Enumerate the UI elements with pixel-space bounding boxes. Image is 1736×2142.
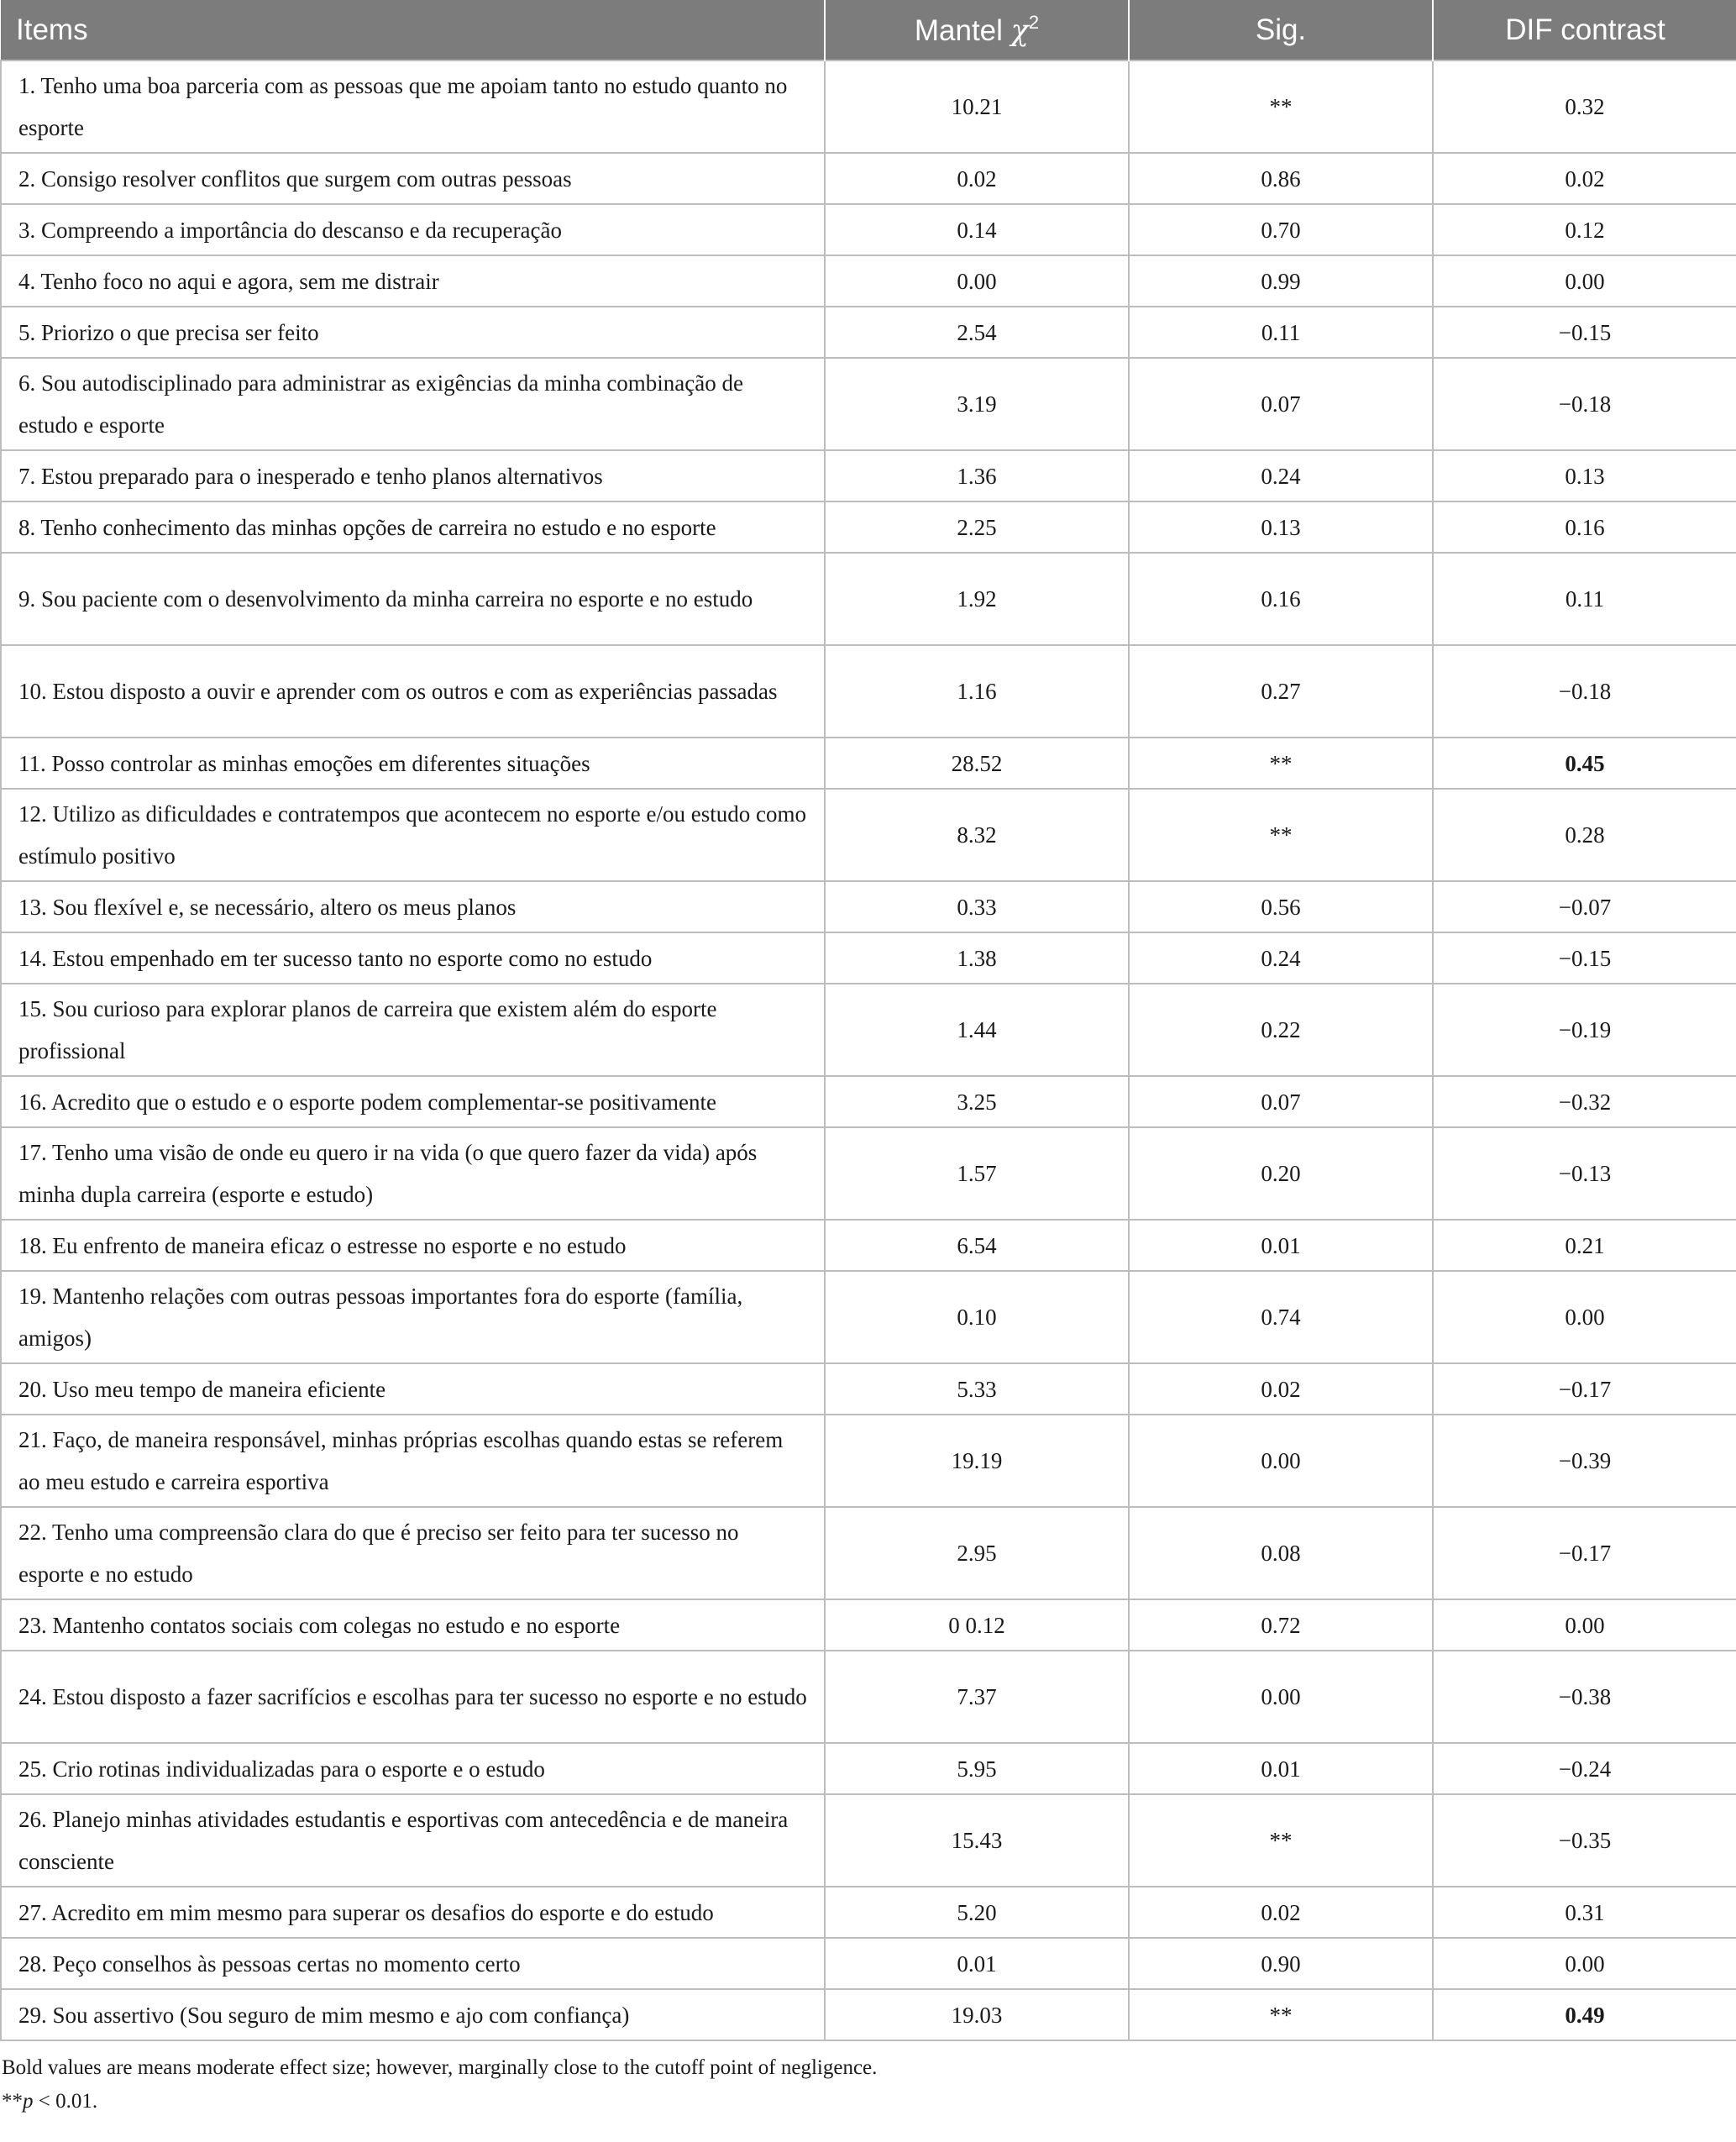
table-row bbox=[1, 1220, 1736, 1271]
dif-contrast-value: −0.18 bbox=[1433, 358, 1736, 450]
table-row bbox=[1, 1127, 1736, 1220]
dif-contrast-value: −0.39 bbox=[1433, 1415, 1736, 1507]
header-row bbox=[1, 0, 1736, 60]
item-text: 27. Acredito em mim mesmo para superar os desafios do esporte e do estudo bbox=[1, 1887, 825, 1938]
table-row bbox=[1, 1271, 1736, 1363]
mantel-chi2-value: 15.43 bbox=[825, 1794, 1129, 1887]
mantel-chi2-value: 6.54 bbox=[825, 1220, 1129, 1271]
dif-contrast-value: 0.13 bbox=[1433, 450, 1736, 501]
table-row bbox=[1, 1507, 1736, 1599]
item-text: 26. Planejo minhas atividades estudantis e esportivas com antecedência e de maneira consciente bbox=[1, 1794, 825, 1887]
dif-contrast-value: 0.45 bbox=[1433, 738, 1736, 789]
dif-contrast-value: −0.32 bbox=[1433, 1076, 1736, 1127]
item-text: 10. Estou disposto a ouvir e aprender com os outros e com as experiências passadas bbox=[1, 645, 825, 738]
sig-value: 0.24 bbox=[1129, 932, 1433, 984]
item-text: 22. Tenho uma compreensão clara do que é preciso ser feito para ter sucesso no esporte e no estudo bbox=[1, 1507, 825, 1599]
dif-contrast-value: 0.00 bbox=[1433, 255, 1736, 307]
mantel-chi2-value: 2.54 bbox=[825, 307, 1129, 358]
mantel-chi2-value: 1.92 bbox=[825, 553, 1129, 645]
item-text: 17. Tenho uma visão de onde eu quero ir na vida (o que quero fazer da vida) após minha dupla carreira (esporte e estudo) bbox=[1, 1127, 825, 1220]
dif-contrast-value: 0.00 bbox=[1433, 1599, 1736, 1651]
mantel-chi2-value: 1.16 bbox=[825, 645, 1129, 738]
mantel-chi2-value: 1.44 bbox=[825, 984, 1129, 1076]
chi-superscript: 2 bbox=[1028, 12, 1040, 33]
dif-contrast-value: −0.18 bbox=[1433, 645, 1736, 738]
dif-contrast-value: −0.17 bbox=[1433, 1507, 1736, 1599]
sig-value: 0.02 bbox=[1129, 1363, 1433, 1415]
header-dif-contrast: DIF contrast bbox=[1433, 0, 1736, 60]
dif-contrast-value: 0.11 bbox=[1433, 553, 1736, 645]
sig-value: 0.16 bbox=[1129, 553, 1433, 645]
item-text: 4. Tenho foco no aqui e agora, sem me distrair bbox=[1, 255, 825, 307]
mantel-chi2-value: 2.25 bbox=[825, 501, 1129, 553]
mantel-chi2-value: 5.95 bbox=[825, 1743, 1129, 1794]
dif-contrast-value: 0.32 bbox=[1433, 60, 1736, 153]
table-row bbox=[1, 1938, 1736, 1989]
sig-value: 0.00 bbox=[1129, 1415, 1433, 1507]
dif-contrast-value: −0.38 bbox=[1433, 1651, 1736, 1743]
item-text: 13. Sou flexível e, se necessário, altero os meus planos bbox=[1, 881, 825, 932]
table-row bbox=[1, 60, 1736, 153]
mantel-chi2-value: 28.52 bbox=[825, 738, 1129, 789]
mantel-chi2-value: 7.37 bbox=[825, 1651, 1129, 1743]
sig-value: 0.22 bbox=[1129, 984, 1433, 1076]
mantel-chi2-value: 1.38 bbox=[825, 932, 1129, 984]
sig-value: 0.24 bbox=[1129, 450, 1433, 501]
item-text: 23. Mantenho contatos sociais com colegas no estudo e no esporte bbox=[1, 1599, 825, 1651]
table-row bbox=[1, 1599, 1736, 1651]
mantel-chi2-value: 0.01 bbox=[825, 1938, 1129, 1989]
header-sig: Sig. bbox=[1129, 0, 1433, 60]
item-text: 9. Sou paciente com o desenvolvimento da minha carreira no esporte e no estudo bbox=[1, 553, 825, 645]
dif-contrast-value: −0.19 bbox=[1433, 984, 1736, 1076]
sig-value: 0.90 bbox=[1129, 1938, 1433, 1989]
footnote-significance bbox=[2, 2085, 1736, 2118]
mantel-chi2-value: 10.21 bbox=[825, 60, 1129, 153]
dif-contrast-value: 0.16 bbox=[1433, 501, 1736, 553]
table-header bbox=[1, 0, 1736, 60]
sig-value: 0.20 bbox=[1129, 1127, 1433, 1220]
table-row bbox=[1, 450, 1736, 501]
sig-value: ** bbox=[1129, 1794, 1433, 1887]
dif-contrast-value: 0.00 bbox=[1433, 1938, 1736, 1989]
dif-contrast-value: −0.15 bbox=[1433, 932, 1736, 984]
sig-value: 0.72 bbox=[1129, 1599, 1433, 1651]
item-text: 12. Utilizo as dificuldades e contratempos que acontecem no esporte e/ou estudo como estímulo positivo bbox=[1, 789, 825, 881]
mantel-chi2-value: 0.00 bbox=[825, 255, 1129, 307]
mantel-chi2-value: 1.36 bbox=[825, 450, 1129, 501]
item-text: 18. Eu enfrento de maneira eficaz o estresse no esporte e no estudo bbox=[1, 1220, 825, 1271]
dif-contrast-value: −0.15 bbox=[1433, 307, 1736, 358]
dif-contrast-value: 0.00 bbox=[1433, 1271, 1736, 1363]
item-text: 1. Tenho uma boa parceria com as pessoas que me apoiam tanto no estudo quanto no esporte bbox=[1, 60, 825, 153]
mantel-chi2-value: 0.33 bbox=[825, 881, 1129, 932]
table-body bbox=[1, 60, 1736, 2040]
mantel-chi2-value: 3.25 bbox=[825, 1076, 1129, 1127]
item-text: 14. Estou empenhado em ter sucesso tanto no esporte como no estudo bbox=[1, 932, 825, 984]
table-row bbox=[1, 1989, 1736, 2040]
dif-contrast-value: −0.17 bbox=[1433, 1363, 1736, 1415]
table-row bbox=[1, 1076, 1736, 1127]
table-row bbox=[1, 881, 1736, 932]
sig-value: ** bbox=[1129, 60, 1433, 153]
dif-contrast-value: 0.12 bbox=[1433, 204, 1736, 255]
table-row bbox=[1, 789, 1736, 881]
mantel-chi2-value: 0.14 bbox=[825, 204, 1129, 255]
item-text: 11. Posso controlar as minhas emoções em diferentes situações bbox=[1, 738, 825, 789]
item-text: 5. Priorizo o que precisa ser feito bbox=[1, 307, 825, 358]
sig-value: 0.13 bbox=[1129, 501, 1433, 553]
table-row bbox=[1, 358, 1736, 450]
table-row bbox=[1, 255, 1736, 307]
sig-value: 0.70 bbox=[1129, 204, 1433, 255]
table-row bbox=[1, 1415, 1736, 1507]
sig-value: 0.01 bbox=[1129, 1743, 1433, 1794]
item-text: 29. Sou assertivo (Sou seguro de mim mesmo e ajo com confiança) bbox=[1, 1989, 825, 2040]
dif-contrast-value: 0.49 bbox=[1433, 1989, 1736, 2040]
table-row bbox=[1, 1363, 1736, 1415]
chi-symbol: χ bbox=[1010, 14, 1029, 48]
dif-contrast-value: 0.31 bbox=[1433, 1887, 1736, 1938]
item-text: 19. Mantenho relações com outras pessoas importantes fora do esporte (família, amigos) bbox=[1, 1271, 825, 1363]
sig-value: 0.86 bbox=[1129, 153, 1433, 204]
sig-value: 0.02 bbox=[1129, 1887, 1433, 1938]
sig-value: 0.99 bbox=[1129, 255, 1433, 307]
item-text: 3. Compreendo a importância do descanso e da recuperação bbox=[1, 204, 825, 255]
item-text: 28. Peço conselhos às pessoas certas no momento certo bbox=[1, 1938, 825, 1989]
mantel-chi2-value: 19.19 bbox=[825, 1415, 1129, 1507]
sig-value: ** bbox=[1129, 1989, 1433, 2040]
sig-value: 0.07 bbox=[1129, 1076, 1433, 1127]
table-row bbox=[1, 307, 1736, 358]
footnote-sig-marker: ** bbox=[2, 2090, 23, 2113]
table-row bbox=[1, 1743, 1736, 1794]
footnote-bold-values: Bold values are means moderate effect size; however, marginally close to the cutoff point of negligence. bbox=[2, 2056, 878, 2079]
sig-value: 0.11 bbox=[1129, 307, 1433, 358]
mantel-chi2-value: 0.10 bbox=[825, 1271, 1129, 1363]
mantel-chi2-value: 5.20 bbox=[825, 1887, 1129, 1938]
header-mantel-prefix: Mantel bbox=[914, 14, 1011, 47]
item-text: 15. Sou curioso para explorar planos de carreira que existem além do esporte profissional bbox=[1, 984, 825, 1076]
dif-contrast-value: 0.28 bbox=[1433, 789, 1736, 881]
table-row bbox=[1, 553, 1736, 645]
table-row bbox=[1, 153, 1736, 204]
dif-contrast-value: 0.02 bbox=[1433, 153, 1736, 204]
mantel-chi2-value: 8.32 bbox=[825, 789, 1129, 881]
dif-contrast-value: −0.07 bbox=[1433, 881, 1736, 932]
item-text: 8. Tenho conhecimento das minhas opções de carreira no estudo e no esporte bbox=[1, 501, 825, 553]
item-text: 16. Acredito que o estudo e o esporte podem complementar-se positivamente bbox=[1, 1076, 825, 1127]
sig-value: 0.56 bbox=[1129, 881, 1433, 932]
dif-contrast-value: −0.13 bbox=[1433, 1127, 1736, 1220]
sig-value: 0.07 bbox=[1129, 358, 1433, 450]
sig-value: 0.01 bbox=[1129, 1220, 1433, 1271]
header-items: Items bbox=[16, 13, 88, 46]
table-row bbox=[1, 1794, 1736, 1887]
item-text: 20. Uso meu tempo de maneira eficiente bbox=[1, 1363, 825, 1415]
sig-value: 0.08 bbox=[1129, 1507, 1433, 1599]
footnote-p-symbol: p bbox=[23, 2090, 34, 2113]
table-row bbox=[1, 645, 1736, 738]
table-row bbox=[1, 1887, 1736, 1938]
item-text: 24. Estou disposto a fazer sacrifícios e escolhas para ter sucesso no esporte e no estudo bbox=[1, 1651, 825, 1743]
dif-contrast-value: 0.21 bbox=[1433, 1220, 1736, 1271]
table-row bbox=[1, 501, 1736, 553]
mantel-chi2-value: 2.95 bbox=[825, 1507, 1129, 1599]
header-mantel-chi2 bbox=[825, 0, 1129, 60]
item-text: 25. Crio rotinas individualizadas para o esporte e o estudo bbox=[1, 1743, 825, 1794]
sig-value: 0.00 bbox=[1129, 1651, 1433, 1743]
table-row bbox=[1, 204, 1736, 255]
footnote-sig-threshold: < 0.01. bbox=[33, 2090, 98, 2113]
item-text: 6. Sou autodisciplinado para administrar as exigências da minha combinação de estudo e esporte bbox=[1, 358, 825, 450]
mantel-chi2-value: 5.33 bbox=[825, 1363, 1129, 1415]
item-text: 2. Consigo resolver conflitos que surgem com outras pessoas bbox=[1, 153, 825, 204]
table-row bbox=[1, 1651, 1736, 1743]
mantel-chi2-value: 0 0.12 bbox=[825, 1599, 1129, 1651]
table-row bbox=[1, 738, 1736, 789]
mantel-chi2-value: 0.02 bbox=[825, 153, 1129, 204]
sig-value: ** bbox=[1129, 789, 1433, 881]
sig-value: 0.27 bbox=[1129, 645, 1433, 738]
table-row bbox=[1, 932, 1736, 984]
mantel-chi2-value: 3.19 bbox=[825, 358, 1129, 450]
mantel-chi2-value: 1.57 bbox=[825, 1127, 1129, 1220]
sig-value: 0.74 bbox=[1129, 1271, 1433, 1363]
dif-contrast-value: −0.24 bbox=[1433, 1743, 1736, 1794]
table-row bbox=[1, 984, 1736, 1076]
mantel-chi2-value: 19.03 bbox=[825, 1989, 1129, 2040]
item-text: 21. Faço, de maneira responsável, minhas próprias escolhas quando estas se referem ao meu estudo e carreira esportiva bbox=[1, 1415, 825, 1507]
table-footnotes bbox=[0, 2041, 1736, 2118]
sig-value: ** bbox=[1129, 738, 1433, 789]
dif-contrast-value: −0.35 bbox=[1433, 1794, 1736, 1887]
item-text: 7. Estou preparado para o inesperado e tenho planos alternativos bbox=[1, 450, 825, 501]
